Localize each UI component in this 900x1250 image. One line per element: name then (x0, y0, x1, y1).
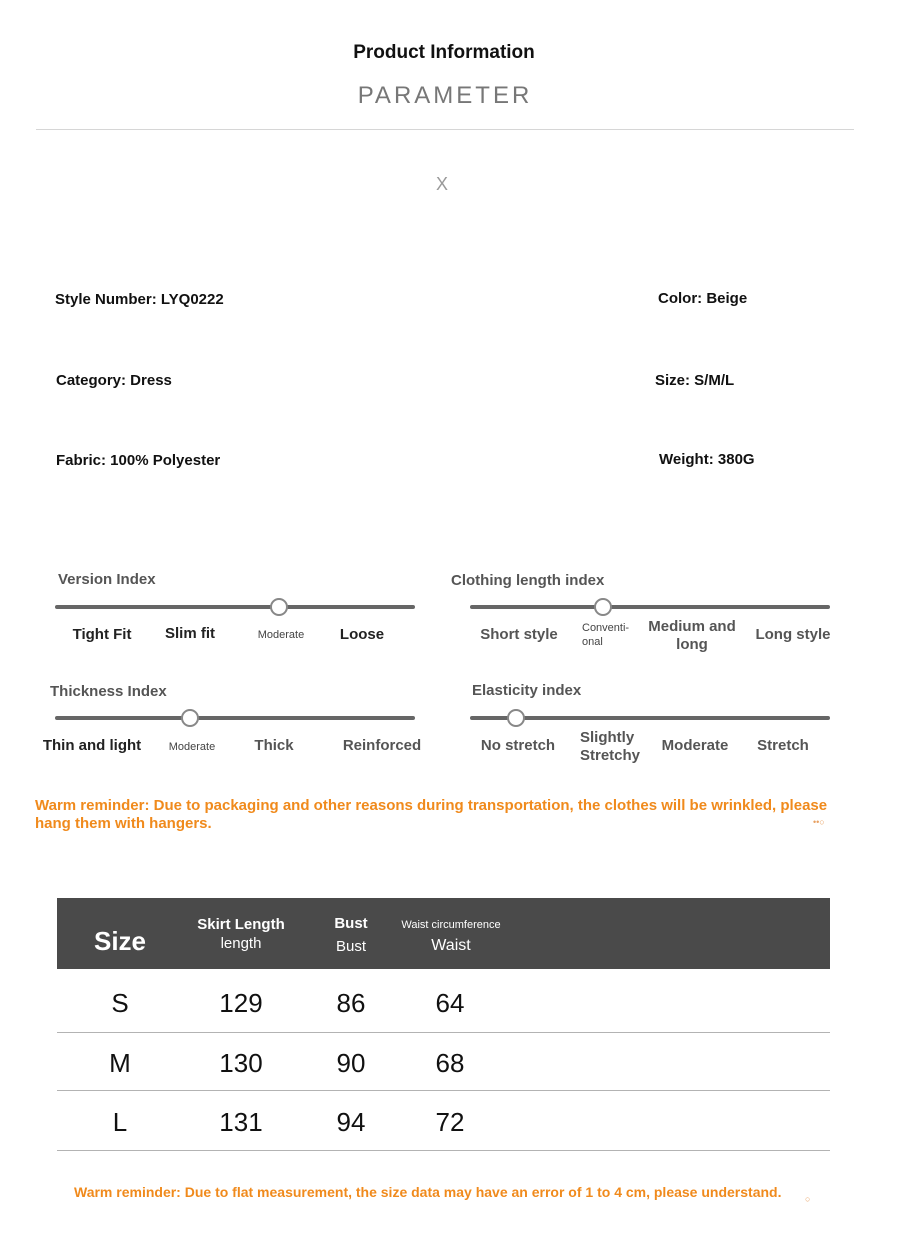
thickness-index-track[interactable] (55, 716, 415, 720)
length-option-conventional-1: Conventi- (582, 622, 630, 634)
version-index-label: Version Index (58, 571, 156, 588)
thickness-option-reinforced: Reinforced (342, 737, 422, 754)
row-divider (57, 1032, 830, 1033)
header-waist-sub: Waist (431, 937, 471, 954)
version-index-track[interactable] (55, 605, 415, 609)
length-option-medium-1: Medium and (648, 618, 736, 635)
thickness-option-thin: Thin and light (42, 737, 142, 754)
close-icon[interactable]: X (436, 174, 449, 194)
page-subtitle: PARAMETER (357, 82, 533, 109)
header-divider (36, 129, 854, 130)
version-option-tight-fit: Tight Fit (72, 626, 132, 643)
length-index-label: Clothing length index (451, 572, 605, 589)
thickness-option-thick: Thick (254, 737, 294, 754)
category-info: Category: Dress (56, 372, 172, 389)
elasticity-option-slightly-1: Slightly (580, 729, 635, 746)
color-info: Color: Beige (658, 290, 748, 307)
elasticity-option-moderate: Moderate (661, 737, 729, 754)
packaging-reminder: Warm reminder: Due to packaging and other reasons during transportation, the clothes will be wrinkled, please hang them with hangers. (35, 797, 828, 832)
style-number: Style Number: LYQ0222 (55, 291, 224, 308)
elasticity-option-stretch: Stretch (757, 737, 809, 754)
elasticity-index-knob[interactable] (507, 709, 525, 727)
version-option-moderate: Moderate (257, 629, 305, 641)
header-skirt-length: Skirt Length (197, 916, 285, 933)
length-index-track[interactable] (470, 605, 830, 609)
decorative-dots-icon: ••○ (813, 817, 825, 827)
length-option-medium-2: long (676, 636, 708, 653)
header-size: Size (93, 926, 147, 956)
cell-bust: 86 (336, 988, 366, 1018)
version-option-slim-fit: Slim fit (164, 625, 215, 642)
thickness-option-moderate: Moderate (168, 741, 216, 753)
page-title: Product Information (353, 42, 535, 63)
cell-bust: 94 (336, 1107, 366, 1137)
weight-info: Weight: 380G (659, 451, 755, 468)
elasticity-index-label: Elasticity index (472, 682, 582, 699)
header-bust: Bust (334, 915, 368, 932)
fabric-info: Fabric: 100% Polyester (56, 452, 221, 469)
size-table-header (57, 898, 830, 969)
cell-waist: 64 (435, 988, 465, 1018)
cell-skirt-length: 130 (219, 1048, 263, 1078)
elasticity-option-slightly-2: Stretchy (580, 747, 641, 764)
cell-bust: 90 (336, 1048, 366, 1078)
thickness-index-knob[interactable] (181, 709, 199, 727)
length-option-short: Short style (480, 626, 558, 643)
measurement-reminder: Warm reminder: Due to flat measurement, the size data may have an error of 1 to 4 cm, please understand. (74, 1184, 782, 1200)
size-info: Size: S/M/L (655, 372, 735, 389)
row-divider (57, 1150, 830, 1151)
header-waist: Waist circumference (401, 919, 501, 931)
cell-size: M (109, 1048, 131, 1078)
version-option-loose: Loose (339, 626, 385, 643)
cell-size: L (112, 1107, 128, 1137)
row-divider (57, 1090, 830, 1091)
length-option-long: Long style (755, 626, 831, 643)
cell-waist: 68 (435, 1048, 465, 1078)
cell-waist: 72 (435, 1107, 465, 1137)
length-option-conventional-2: onal (582, 636, 603, 648)
elasticity-option-no-stretch: No stretch (480, 737, 556, 754)
header-skirt-length-sub: length (220, 935, 262, 952)
version-index-knob[interactable] (270, 598, 288, 616)
decorative-dot-icon: ○ (805, 1194, 811, 1204)
cell-skirt-length: 129 (219, 988, 263, 1018)
thickness-index-label: Thickness Index (50, 683, 167, 700)
cell-size: S (111, 988, 129, 1018)
cell-skirt-length: 131 (219, 1107, 263, 1137)
header-bust-sub: Bust (335, 938, 366, 955)
length-index-knob[interactable] (594, 598, 612, 616)
